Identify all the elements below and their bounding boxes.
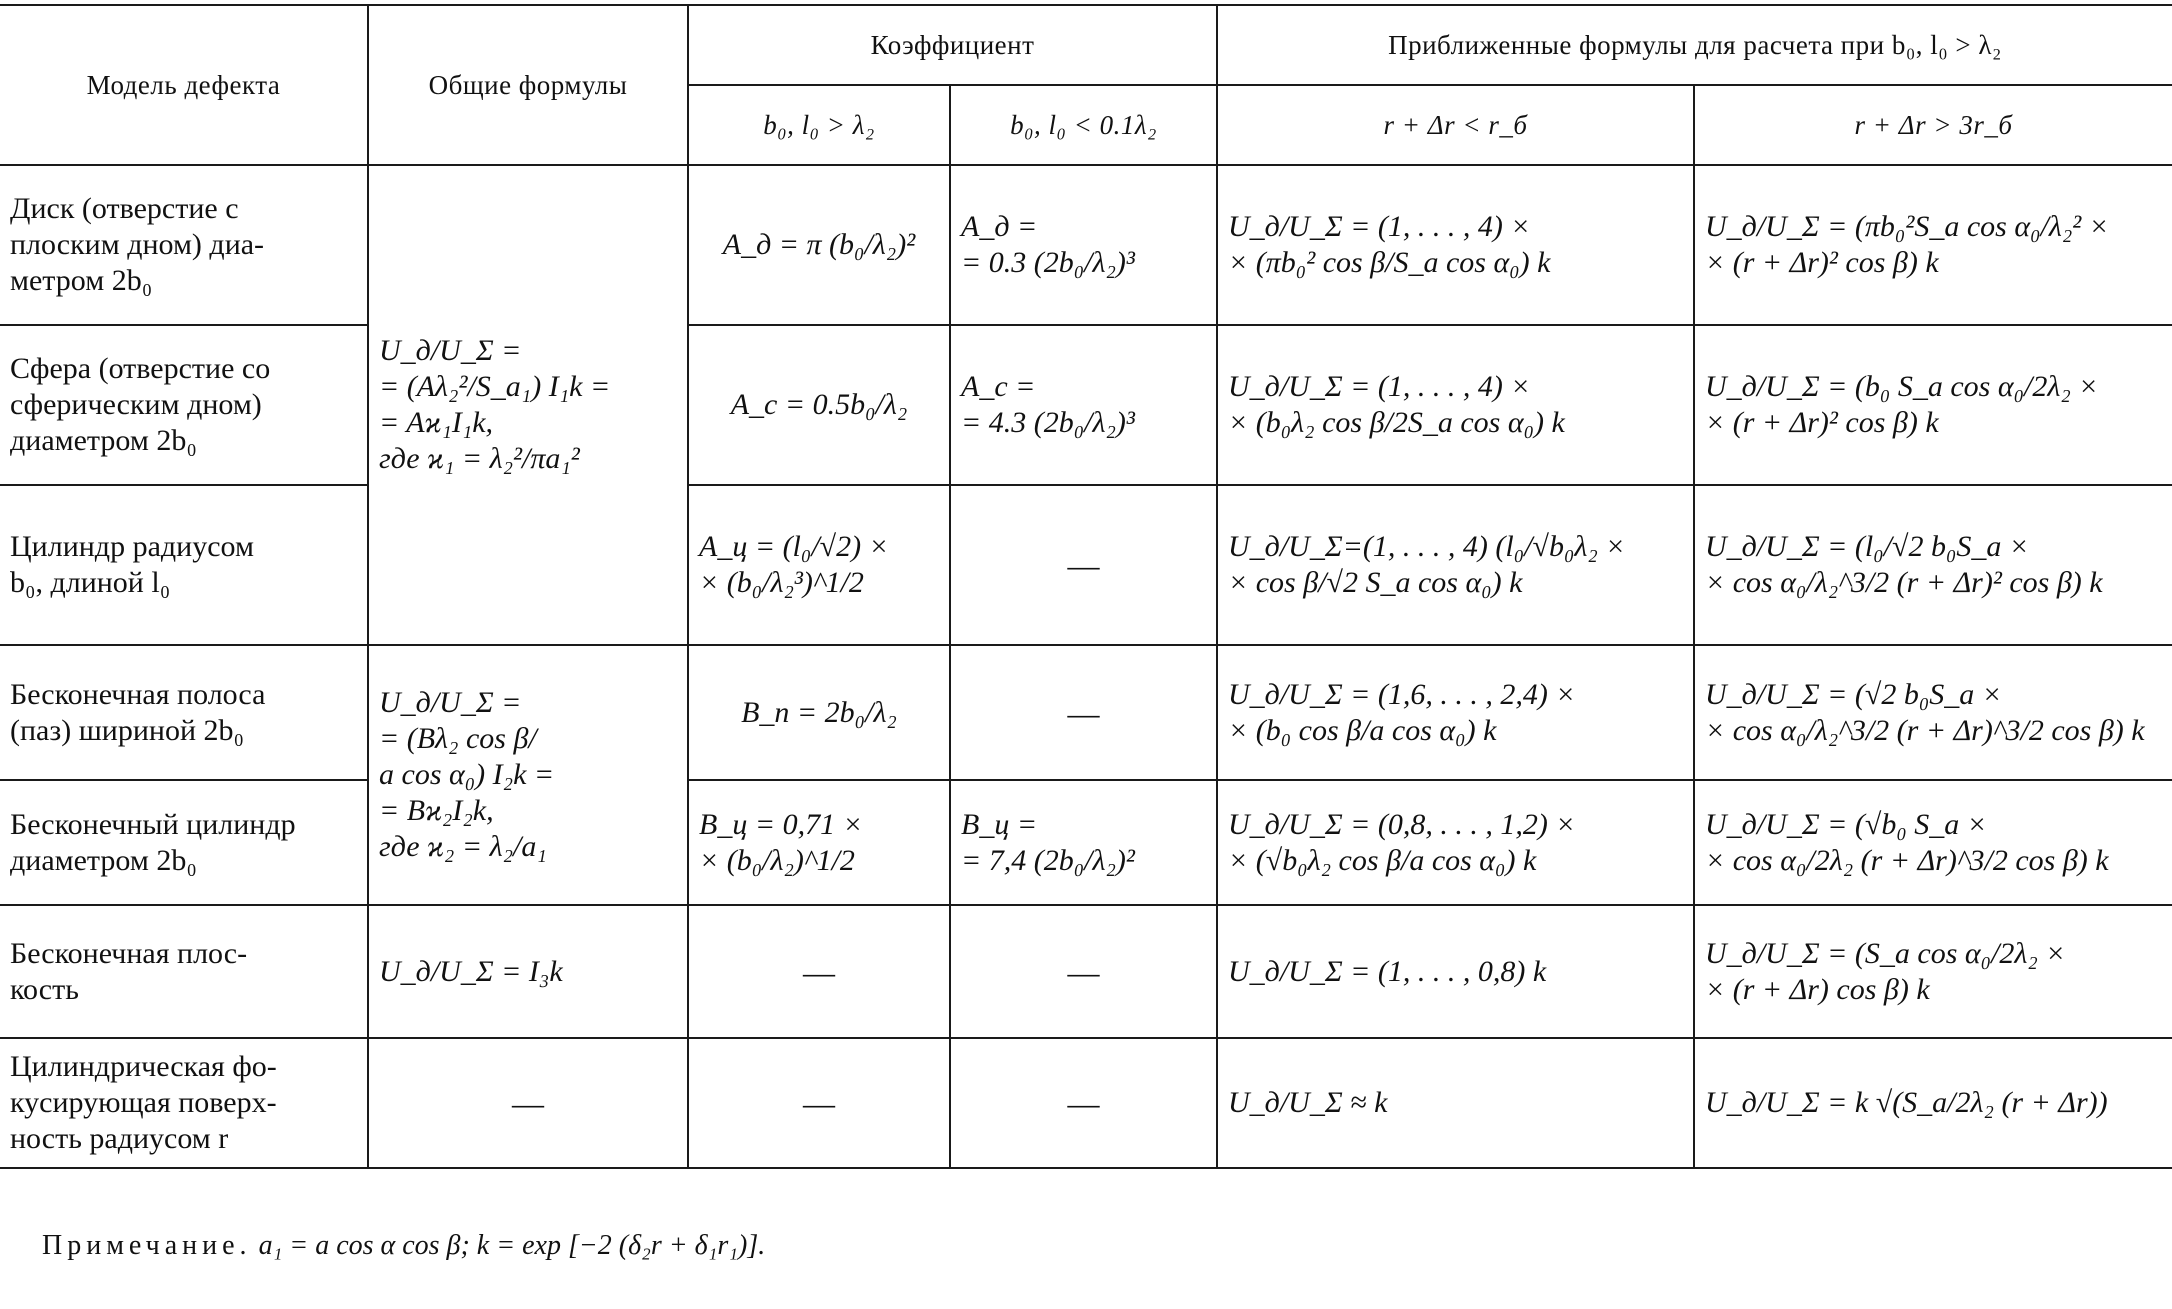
row-near: U_д/U_Σ = (0,8, . . . , 1,2) × × (√b₀λ₂ cos β/a cos α₀) k: [1217, 780, 1694, 905]
table-row: [0, 1038, 2172, 1168]
row-model: Бесконечный цилиндр диаметром 2b₀: [0, 780, 368, 905]
header-far: r + Δr > 3r_б: [1694, 85, 2172, 165]
defect-formula-table: [0, 4, 2172, 1169]
header-approx: Приближенные формулы для расчета при b₀, l₀ > λ₂: [1217, 5, 2172, 85]
note-text: a₁ = a cos α cos β; k = exp [−2 (δ₂r + δ₁r₁)].: [258, 1230, 766, 1261]
row-coef-small: A_д = = 0.3 (2b₀/λ₂)³: [950, 165, 1217, 325]
header-coef-large: b₀, l₀ > λ₂: [688, 85, 950, 165]
row-coef-large: —: [688, 1038, 950, 1168]
general-formula-group-1: U_д/U_Σ = = (Aλ₂²/S_a₁) I₁k = = Aϰ₁I₁k, где ϰ₁ = λ₂²/πa₁²: [368, 165, 688, 645]
row-far: U_д/U_Σ = (l₀/√2 b₀S_a × × cos α₀/λ₂^3/2 (r + Δr)² cos β) k: [1694, 485, 2172, 645]
row-model: Цилиндрическая фо- кусирующая поверх- ность радиусом r: [0, 1038, 368, 1168]
row-far: U_д/U_Σ = (b₀ S_a cos α₀/2λ₂ × × (r + Δr)² cos β) k: [1694, 325, 2172, 485]
row-model: Бесконечная плос- кость: [0, 905, 368, 1038]
header-general: Общие формулы: [368, 5, 688, 165]
table-row: [0, 485, 2172, 645]
table-row: [0, 645, 2172, 780]
note-label: Примечание.: [42, 1230, 252, 1261]
header-model: Модель дефекта: [0, 5, 368, 165]
row-coef-small: B_ц = = 7,4 (2b₀/λ₂)²: [950, 780, 1217, 905]
row-general: —: [368, 1038, 688, 1168]
row-near: U_д/U_Σ = (1, . . . , 0,8) k: [1217, 905, 1694, 1038]
row-near: U_д/U_Σ = (1,6, . . . , 2,4) × × (b₀ cos β/a cos α₀) k: [1217, 645, 1694, 780]
row-coef-large: A_д = π (b₀/λ₂)²: [688, 165, 950, 325]
row-near: U_д/U_Σ=(1, . . . , 4) (l₀/√b₀λ₂ × × cos β/√2 S_a cos α₀) k: [1217, 485, 1694, 645]
row-coef-large: A_c = 0.5b₀/λ₂: [688, 325, 950, 485]
row-model: Диск (отверстие с плоским дном) диа- метром 2b₀: [0, 165, 368, 325]
header-near: r + Δr < r_б: [1217, 85, 1694, 165]
row-coef-small: —: [950, 645, 1217, 780]
row-coef-small: —: [950, 485, 1217, 645]
row-coef-small: A_c = = 4.3 (2b₀/λ₂)³: [950, 325, 1217, 485]
row-far: U_д/U_Σ = k √(S_a/2λ₂ (r + Δr)): [1694, 1038, 2172, 1168]
table-row: [0, 325, 2172, 485]
row-coef-large: B_ц = 0,71 × × (b₀/λ₂)^1/2: [688, 780, 950, 905]
row-coef-small: —: [950, 1038, 1217, 1168]
row-near: U_д/U_Σ = (1, . . . , 4) × × (b₀λ₂ cos β/2S_a cos α₀) k: [1217, 325, 1694, 485]
row-near: U_д/U_Σ = (1, . . . , 4) × × (πb₀² cos β/S_a cos α₀) k: [1217, 165, 1694, 325]
header-coef: Коэффициент: [688, 5, 1217, 85]
row-far: U_д/U_Σ = (πb₀²S_a cos α₀/λ₂² × × (r + Δr)² cos β) k: [1694, 165, 2172, 325]
row-general: U_д/U_Σ = I₃k: [368, 905, 688, 1038]
table-row: [0, 905, 2172, 1038]
row-model: Сфера (отверстие со сферическим дном) диаметром 2b₀: [0, 325, 368, 485]
row-near: U_д/U_Σ ≈ k: [1217, 1038, 1694, 1168]
row-coef-large: —: [688, 905, 950, 1038]
table-row: [0, 165, 2172, 325]
general-formula-group-2: U_д/U_Σ = = (Bλ₂ cos β/ a cos α₀) I₂k = = Bϰ₂I₂k, где ϰ₂ = λ₂/a₁: [368, 645, 688, 905]
table-note: [42, 1230, 765, 1262]
row-model: Цилиндр радиусом b₀, длиной l₀: [0, 485, 368, 645]
row-far: U_д/U_Σ = (√2 b₀S_a × × cos α₀/λ₂^3/2 (r + Δr)^3/2 cos β) k: [1694, 645, 2172, 780]
row-far: U_д/U_Σ = (√b₀ S_a × × cos α₀/2λ₂ (r + Δr)^3/2 cos β) k: [1694, 780, 2172, 905]
row-far: U_д/U_Σ = (S_a cos α₀/2λ₂ × × (r + Δr) cos β) k: [1694, 905, 2172, 1038]
row-coef-small: —: [950, 905, 1217, 1038]
table-row: [0, 780, 2172, 905]
header-coef-small: b₀, l₀ < 0.1λ₂: [950, 85, 1217, 165]
row-model: Бесконечная полоса (паз) шириной 2b₀: [0, 645, 368, 780]
row-coef-large: B_п = 2b₀/λ₂: [688, 645, 950, 780]
row-coef-large: A_ц = (l₀/√2) × × (b₀/λ₂³)^1/2: [688, 485, 950, 645]
